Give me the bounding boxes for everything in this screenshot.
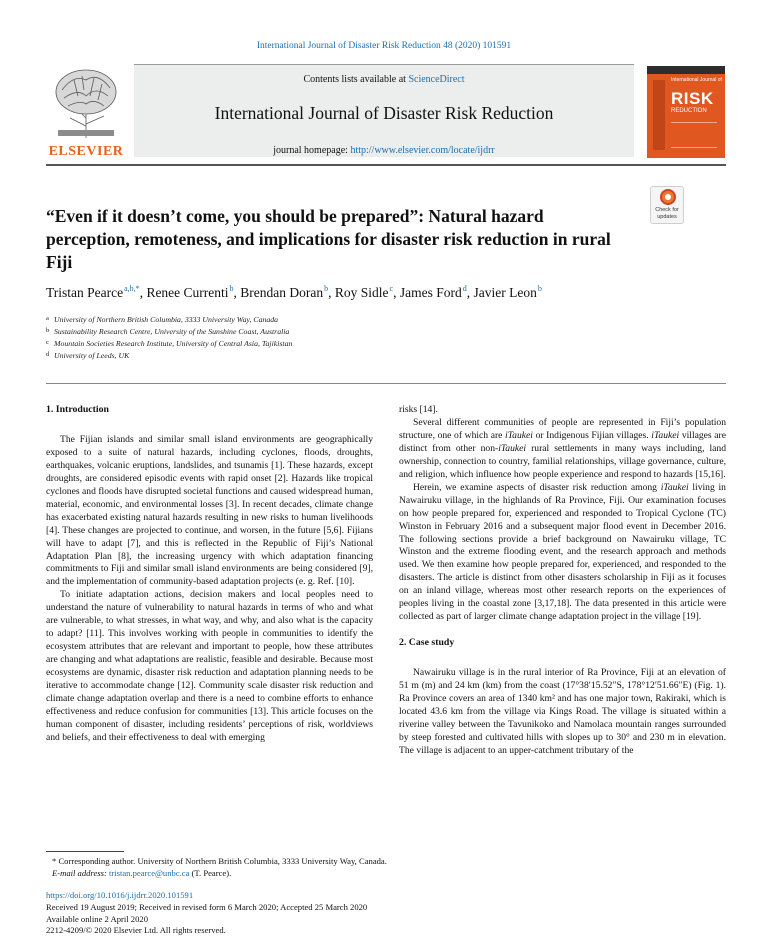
author-name: Tristan Pearce <box>46 285 124 300</box>
paragraph: The Fijian islands and similar small island environments are geographically exposed to a suite of natural hazards, including cyclones, floods, droughts, earthquakes, volcanic eruptions, landslides, and tsunamis [1]. These hazards, except droughts, are considered episodic events with rapid onset [2]. Hazards like tropical cyclones and floods have disrupted societal functions and caused widespread human, material, economic, and environmental losses [3]. In recent decades, climate change has exacerbated existing natural hazards resulting in new risks to human livelihoods [4]. These changes are projected to continue, and worsen, in the future [5,6]. Fijians will have to adapt [7], and this is reflected in the Republic of Fiji’s National Adaptation Plan [8], the increasing urgency with which adaptation financing commitments to Fiji and similar small island environments are being considered [9], and the implementation of community-based adaptation projects (e. g. Ref. [10]. <box>46 433 373 588</box>
publisher-name: ELSEVIER <box>48 144 124 159</box>
author-affil-marker[interactable]: c <box>389 284 394 293</box>
homepage-prefix: journal homepage: <box>273 145 351 156</box>
author-affil-marker[interactable]: b <box>324 284 329 293</box>
author-separator: , <box>139 285 147 300</box>
email-line <box>46 868 726 880</box>
header-divider <box>46 164 726 166</box>
paragraph: Nawairuku village is in the rural interior of Ra Province, Fiji at an elevation of 51 m (m) and 24 km (km) from the coast (17°38′15.52″S, 178°12′51.66″E) (Fig. 1). Ra Province covers an area of 1340 km² and has one major town, Rakiraki, which is located 43.6 km from the village via Kings Road. The village is situated within a riverine valley between the Tavunikoko and Namolaca mountain ranges surrounded by steep forested and cultivated hills with slopes up to 30° and 230 m in elevation. The village is adjacent to an upper-catchment tributary of the <box>399 667 726 756</box>
cover-strip <box>653 80 665 150</box>
elsevier-tree-icon <box>50 66 122 140</box>
author-affil-marker[interactable]: b <box>229 284 234 293</box>
journal-name: International Journal of Disaster Risk Reduction <box>214 103 554 123</box>
affiliation <box>46 313 726 325</box>
author[interactable] <box>146 285 233 300</box>
online-date: Available online 2 April 2020 <box>46 913 148 924</box>
affiliation-label: a <box>46 315 49 322</box>
doi-link[interactable]: https://doi.org/10.1016/j.ijdrr.2020.101591 <box>46 890 194 900</box>
journal-citation[interactable]: International Journal of Disaster Risk Reduction 48 (2020) 101591 <box>256 41 512 51</box>
homepage-line <box>134 145 634 156</box>
section-heading-case-study: 2. Case study <box>399 637 455 649</box>
affiliation-list <box>46 313 726 361</box>
footnote-divider <box>46 851 124 852</box>
author[interactable] <box>240 285 328 300</box>
check-for-updates-button[interactable] <box>650 186 684 224</box>
right-column <box>399 404 726 758</box>
contents-line <box>134 74 634 85</box>
cover-small-text: International Journal of <box>671 77 722 83</box>
paragraph: To initiate adaptation actions, decision makers and local peoples need to understand the nature of vulnerability to natural hazards in terms of who and what are vulnerable, to what stresses, in what way, and why, and also what is the capacity to adapt? [11]. This involves working with people in communities to identify the ecosystem attributes that are relevant and important to people, how these attributes are changing and what adaptations are realistic, feasible and desirable. Because most ecosystems are dynamic, disaster risk reduction and adaptation planning needs to be iterative to accommodate change [12]. Community scale disaster risk reduction and climate change adaptation overlap and there is a need to combine efforts to enhance effectiveness and reduce confusion for communities [13]. This article focuses on the human component of disaster, including residents’ perceptions of risk, worldviews and beliefs, and their effectiveness to deal with emerging <box>46 589 373 743</box>
section-heading-introduction: 1. Introduction <box>46 404 109 415</box>
journal-banner <box>134 64 634 157</box>
affiliation <box>46 337 726 349</box>
author[interactable] <box>400 285 467 300</box>
check-updates-line-2: updates <box>657 213 677 220</box>
received-dates: Received 19 August 2019; Received in revised form 6 March 2020; Accepted 25 March 2020 <box>46 901 368 912</box>
journal-cover-image[interactable] <box>647 66 725 158</box>
left-column <box>46 404 373 745</box>
affiliation-text: University of Northern British Columbia, 3333 University Way, Canada <box>54 315 279 324</box>
paragraph: Several different communities of people are represented in Fiji’s population structure, one of which are iTaukei or Indigenous Fijian villages. iTaukei villages are distinct from other non-iTaukei rural settlements in many ways including, land ownership, connection to country, familial relationships, village governance, culture, and religion, which influence how people experience and respond to hazards [15,16]. <box>399 416 726 480</box>
cover-subtitle-text: REDUCTION <box>671 108 707 114</box>
affiliation-text: Mountain Societies Research Institute, University of Central Asia, Tajikistan <box>54 339 293 348</box>
author-separator: , <box>393 285 400 300</box>
author[interactable] <box>335 285 393 300</box>
elsevier-logo[interactable] <box>46 64 126 160</box>
author-list <box>46 284 726 301</box>
article-title: “Even if it doesn’t come, you should be prepared”: Natural hazard perception, remoteness, and implications for disaster risk reduction in rural Fiji <box>46 206 611 272</box>
cover-top-band <box>647 66 725 74</box>
check-updates-line-1: Check for <box>655 207 679 213</box>
journal-homepage-link[interactable]: http://www.elsevier.com/locate/ijdrr <box>350 145 495 156</box>
footnote <box>46 856 726 880</box>
email-suffix: (T. Pearce). <box>189 867 232 878</box>
affiliation-label: b <box>46 327 50 334</box>
affiliation-text: University of Leeds, UK <box>54 351 130 360</box>
sciencedirect-link[interactable]: ScienceDirect <box>408 74 465 85</box>
check-updates-label <box>651 207 683 220</box>
author-separator: , <box>328 285 335 300</box>
copyright-line: 2212-4209/© 2020 Elsevier Ltd. All rights reserved. <box>46 925 226 936</box>
cover-title-text: RISK <box>671 89 714 108</box>
affiliation-label: c <box>46 339 49 346</box>
cover-decoration <box>671 122 717 148</box>
author[interactable] <box>46 285 140 300</box>
email-label: E-mail address: <box>52 867 109 878</box>
paragraph: Herein, we examine aspects of disaster risk reduction among iTaukei living in Nawairuku village, in the highlands of Ra Province, Fiji. Our examination focuses on how people prepared for, experienced and responded to Tropical Cyclone (TC) Winston in February 2016 and a subsequent major flood event in December 2016. The following sections provide a brief background on Nawairuku village, TC Winston and the extreme flooding event, and the research approach and methods used. We then examine how people prepared for, experienced, and responded to the disasters. The article is distinct from other disasters scholarship in Fiji as it focuses on an inland village, whereas most other research reports on the experiences of peoples living in the coastal zone [3,17,18]. The data presented in this article were collected as part of larger climate change adaptation project in the village [19]. <box>399 481 726 623</box>
publication-info <box>46 890 726 937</box>
affiliation-label: d <box>46 351 50 358</box>
affiliation-divider <box>46 383 726 384</box>
affiliation-text: Sustainability Research Centre, University of the Sunshine Coast, Australia <box>54 327 290 336</box>
author-affil-marker[interactable]: b <box>537 284 542 293</box>
paragraph: risks [14]. <box>399 404 438 415</box>
contents-prefix: Contents lists available at <box>303 74 409 85</box>
author-name: James Ford <box>399 285 462 300</box>
author-separator: , <box>466 285 474 300</box>
masthead <box>46 64 726 160</box>
check-updates-icon <box>660 189 676 205</box>
author-affil-marker[interactable]: d <box>462 284 467 293</box>
author-name: Javier Leon <box>473 285 537 300</box>
author-name: Brendan Doran <box>240 285 324 300</box>
corresponding-author-note: * Corresponding author. University of Northern British Columbia, 3333 University Way, Canada. <box>52 856 387 866</box>
author-name: Renee Currenti <box>146 285 229 300</box>
author-name: Roy Sidle <box>334 285 389 300</box>
affiliation <box>46 349 726 361</box>
author-separator: , <box>233 285 241 300</box>
email-link[interactable]: tristan.pearce@unbc.ca <box>108 867 190 878</box>
author-affil-marker[interactable]: a,b,* <box>124 284 140 293</box>
author[interactable] <box>473 285 541 300</box>
affiliation <box>46 325 726 337</box>
